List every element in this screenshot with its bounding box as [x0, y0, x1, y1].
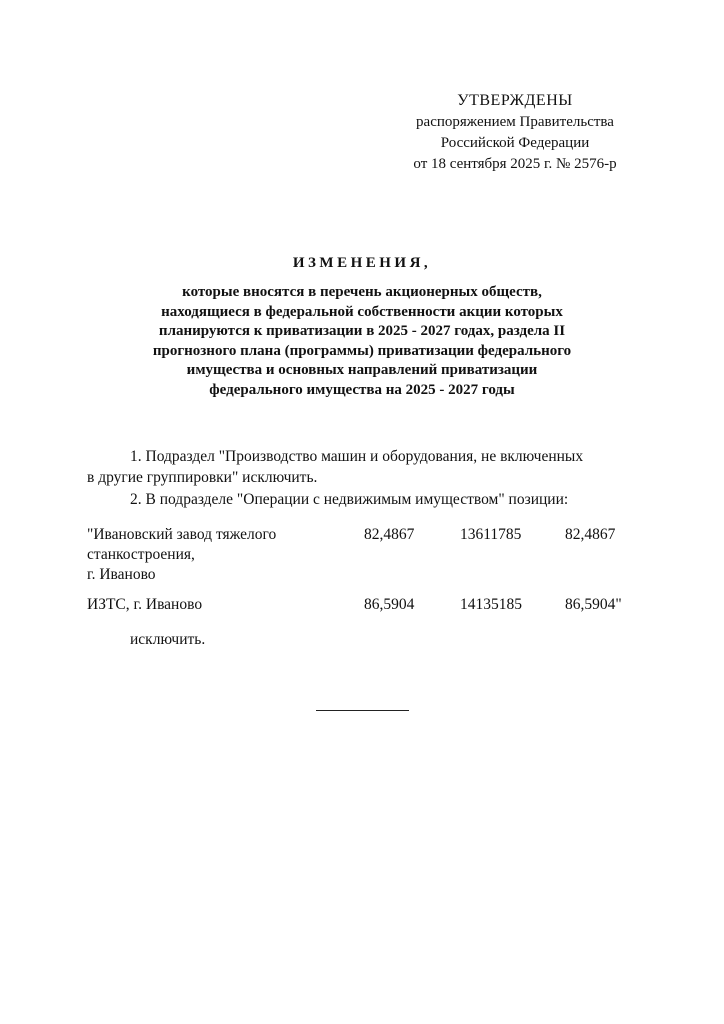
approval-line-1: распоряжением Правительства	[416, 114, 614, 130]
position-value: 82,4867	[565, 526, 616, 543]
subtitle-line: планируются к приватизации в 2025 - 2027 годах, раздела II	[158, 323, 566, 339]
position-code: 13611785	[460, 526, 522, 543]
position-name: ИЗТС, г. Иваново	[87, 596, 203, 613]
document-title: ИЗМЕНЕНИЯ,	[292, 255, 432, 271]
subtitle-line: федерального имущества на 2025 - 2027 годы	[209, 381, 515, 398]
position-share: 86,5904	[364, 596, 415, 613]
item-1-text: 1. Подраздел "Производство машин и оборудования, не включенных	[130, 448, 584, 465]
approval-line-3: от 18 сентября 2025 г. № 2576-р	[413, 156, 617, 172]
subtitle-line: имущества и основных направлений приватизации	[186, 362, 538, 378]
end-divider	[316, 710, 409, 711]
subtitle-line: прогнозного плана (программы) приватизации федерального	[152, 342, 572, 359]
item-1-paragraph	[87, 446, 639, 488]
approval-title: УТВЕРЖДЕНЫ	[457, 92, 573, 109]
position-code: 14135185	[460, 596, 522, 613]
approval-line-2: Российской Федерации	[440, 135, 590, 151]
item-1-tail: в другие группировки" исключить.	[87, 469, 318, 486]
position-value: 86,5904"	[565, 596, 622, 613]
exclude-text: исключить.	[130, 631, 206, 648]
position-share: 82,4867	[364, 526, 415, 543]
document-subtitle	[112, 283, 612, 400]
subtitle-line: которые вносятся в перечень акционерных обществ,	[182, 284, 542, 300]
position-name: "Ивановский завод тяжелого станкостроения, г. Иваново	[87, 526, 277, 583]
approval-block	[380, 90, 650, 175]
item-2-paragraph: 2. В подразделе "Операции с недвижимым имуществом" позиции:	[130, 491, 569, 508]
subtitle-line: находящиеся в федеральной собственности акции которых	[161, 303, 563, 320]
